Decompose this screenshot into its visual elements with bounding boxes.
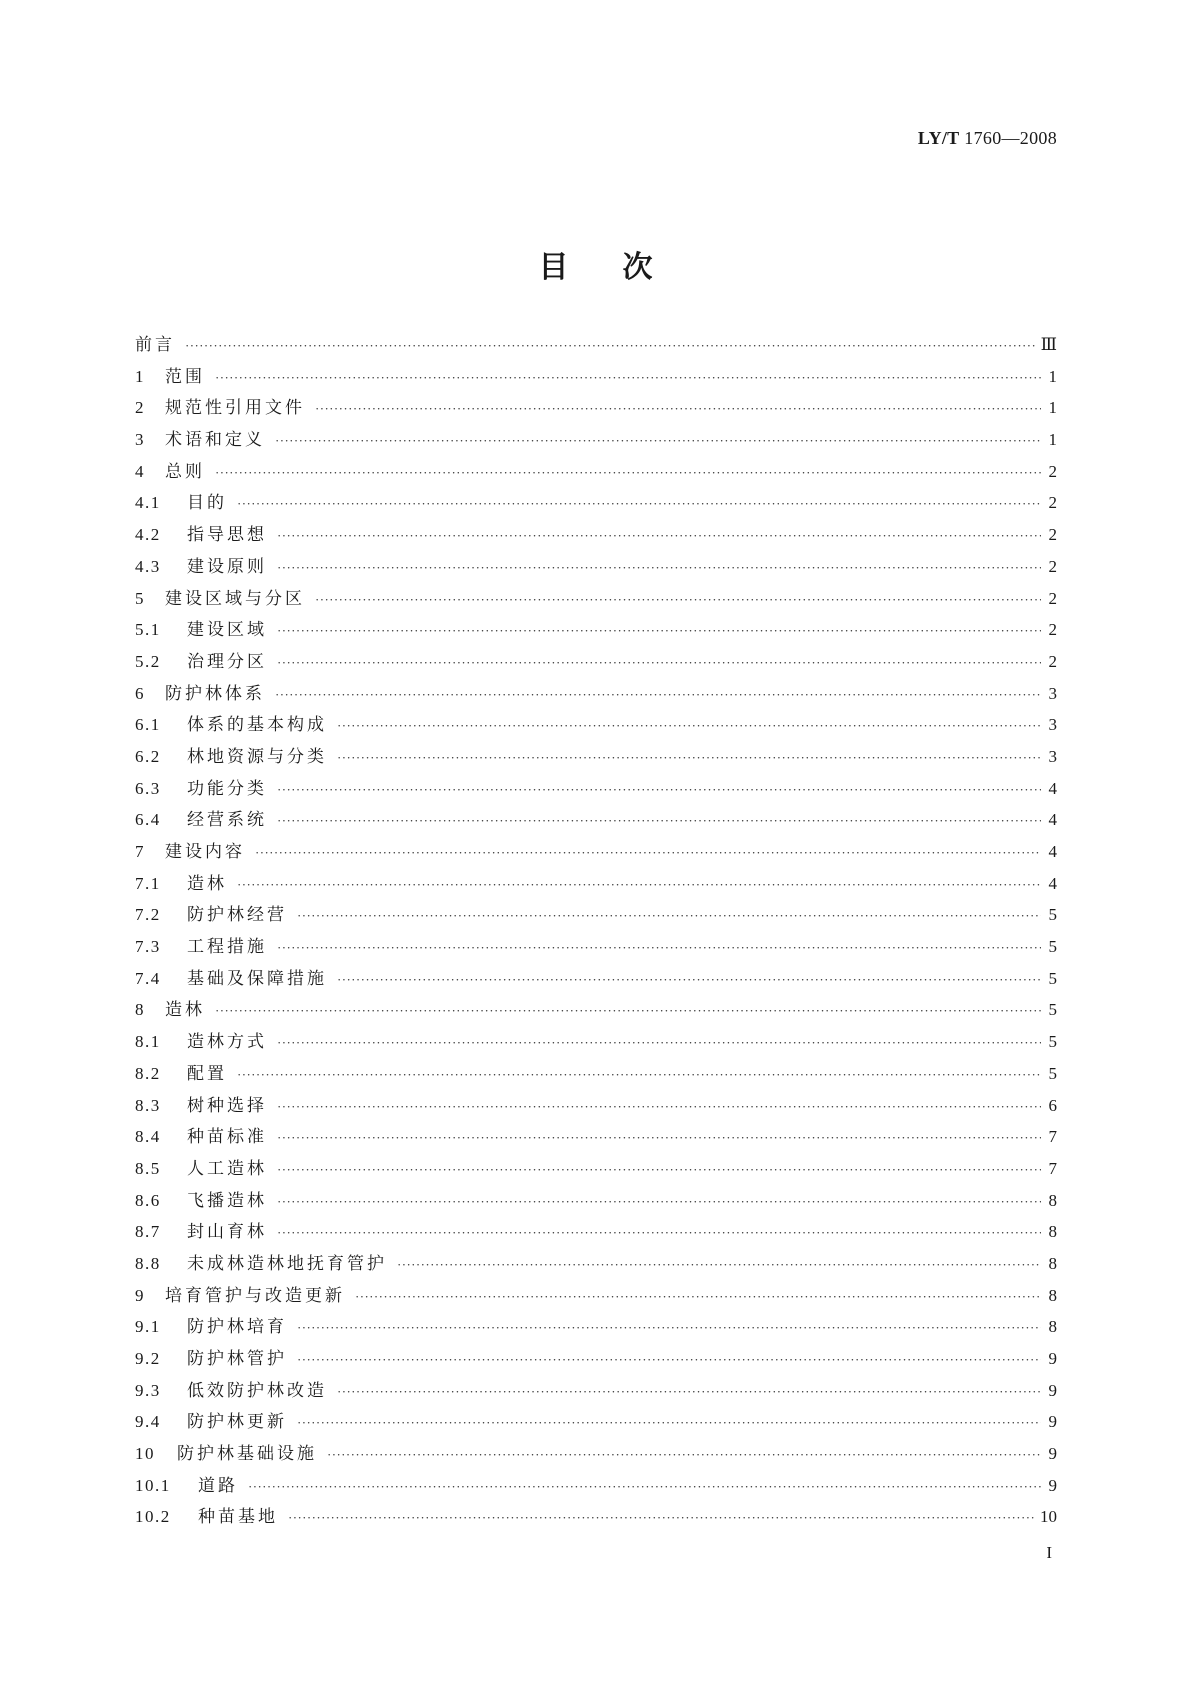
toc-entry-label: 指导思想 [187,525,267,546]
toc-entry-label: 建设区域与分区 [165,588,305,609]
toc-dot-leader [255,846,1041,859]
toc-entry-page: 5 [1048,937,1057,957]
toc-entry-label: 体系的基本构成 [187,715,327,736]
toc-dot-leader [288,1511,1034,1524]
toc-entry-label: 树种选择 [187,1095,267,1116]
toc-entry-label: 功能分类 [187,778,267,799]
toc-entry-number: 5.2 [135,651,161,671]
toc-entry-page: 2 [1048,461,1057,481]
page-number: I [1046,1543,1052,1562]
toc-entry-number: 4 [135,461,145,481]
toc-dot-leader [215,466,1041,479]
toc-entry[interactable] [135,614,1057,646]
toc-entry-page: 9 [1048,1412,1057,1432]
toc-entry-page: 5 [1048,905,1057,925]
standard-number: 1760—2008 [964,128,1057,148]
toc-entry-number: 8.1 [135,1032,161,1052]
toc-dot-leader [277,814,1041,827]
toc-entry-page: 1 [1048,398,1057,418]
toc-entry-label: 工程措施 [187,937,267,958]
toc-entry-number: 7.2 [135,905,161,925]
toc-dot-leader [275,434,1041,447]
toc-entry-page: 8 [1048,1317,1057,1337]
toc-entry-page: 4 [1048,842,1057,861]
toc-entry-page: 2 [1048,651,1057,671]
toc-entry-page: 5 [1048,1063,1057,1083]
toc-entry-page: 4 [1048,810,1057,830]
toc-title-char-2: 次 [622,250,653,286]
toc-dot-leader [277,529,1041,542]
toc-entry-number: 7.3 [135,937,161,957]
toc-dot-leader [237,878,1041,891]
toc-entry-number: 6.2 [135,746,161,766]
toc-entry-label: 造林 [165,1000,205,1021]
toc-entry-label: 封山育林 [187,1222,267,1243]
toc-entry-label: 未成林造林地抚育管护 [187,1253,387,1274]
toc-entry-page: 2 [1048,493,1057,513]
toc-dot-leader [277,941,1041,954]
toc-entry-page: 9 [1048,1349,1057,1368]
toc-entry-label: 经营系统 [187,810,267,831]
standard-code [918,128,1057,149]
toc-entry-page: 7 [1048,1158,1057,1178]
toc-entry-number: 7.1 [135,873,161,893]
toc-entry[interactable] [135,1406,1057,1438]
toc-entry-number: 7 [135,842,145,861]
toc-dot-leader [337,751,1041,764]
toc-entry-number: 1 [135,366,145,386]
toc-dot-leader [237,497,1041,510]
toc-entry-page: 8 [1048,1190,1057,1210]
toc-entry[interactable] [135,1470,1057,1502]
toc-entry-page: 8 [1048,1222,1057,1242]
toc-entry-page: 1 [1048,430,1057,450]
toc-dot-leader [277,624,1041,637]
toc-entry-label: 防护林管护 [187,1349,287,1369]
toc-entry-number: 9.3 [135,1380,161,1400]
toc-entry-number: 10.1 [135,1475,171,1495]
toc-entry-page: 3 [1048,715,1057,735]
toc-entry-number: 10.2 [135,1507,171,1527]
toc-entry[interactable] [135,741,1057,773]
toc-entry-label: 造林方式 [187,1032,267,1053]
toc-entry[interactable] [135,836,1057,868]
toc-entry-label: 范围 [165,366,205,387]
toc-entry-number: 3 [135,430,145,450]
toc-entry[interactable] [135,1121,1057,1153]
toc-entry-number: 6 [135,683,145,703]
toc-entry-page: 3 [1048,746,1057,766]
toc-entry[interactable] [135,1375,1057,1407]
toc-entry-page: 4 [1048,778,1057,798]
toc-entry-page: 7 [1048,1127,1057,1147]
toc-entry-number: 9.2 [135,1349,161,1368]
toc-dot-leader [237,1068,1041,1081]
toc-entry[interactable] [135,899,1057,931]
toc-entry-label: 目的 [187,493,227,514]
toc-entry[interactable] [135,551,1057,583]
standard-prefix: LY/T [917,128,960,148]
toc-entry-label: 培育管护与改造更新 [165,1285,345,1306]
toc-entry-number: 8.7 [135,1222,161,1242]
toc-entry-page: 8 [1048,1253,1057,1273]
toc-entry-number: 6.4 [135,810,161,830]
toc-entry[interactable] [135,804,1057,836]
toc-dot-leader [277,1195,1041,1208]
toc-entry-number: 8 [135,1000,145,1020]
toc-entry[interactable] [135,1343,1057,1375]
toc-entry-label: 术语和定义 [165,430,265,451]
toc-entry-page: 5 [1048,968,1057,988]
toc-entry-page: 2 [1048,620,1057,640]
toc-entry-label: 道路 [198,1475,238,1496]
toc-entry-page: 2 [1048,556,1057,576]
toc-dot-leader [275,688,1041,701]
toc-entry-number: 5.1 [135,620,161,640]
toc-entry-label: 防护林体系 [165,683,265,704]
toc-entry-label: 建设内容 [165,842,245,862]
toc-dot-leader [215,371,1041,384]
toc-dot-leader [277,1226,1041,1239]
toc-entry[interactable] [135,424,1057,456]
toc-entry[interactable] [135,1153,1057,1185]
toc-entry[interactable] [135,678,1057,710]
toc-entry-label: 建设区域 [187,620,267,641]
toc-entry-number: 8.8 [135,1253,161,1273]
toc-entry-label: 防护林更新 [187,1412,287,1433]
toc-entry-number: 6.3 [135,778,161,798]
toc-entry-label: 配置 [187,1063,227,1084]
toc-entry-number: 7.4 [135,968,161,988]
toc-entry-page: 2 [1048,525,1057,545]
toc-entry[interactable] [135,868,1057,900]
toc-entry-label: 防护林经营 [187,905,287,926]
toc-entry-label: 种苗标准 [187,1127,267,1148]
toc-entry-page: Ⅲ [1040,335,1057,354]
toc-entry-label: 总则 [165,461,205,482]
toc-dot-leader [277,1131,1041,1144]
toc-entry[interactable] [135,1058,1057,1090]
toc-dot-leader [327,1448,1041,1461]
toc-entry[interactable] [135,392,1057,424]
toc-entry-label: 低效防护林改造 [187,1380,327,1401]
toc-dot-leader [297,909,1041,922]
toc-entry-label: 基础及保障措施 [187,968,327,989]
toc-entry-page: 9 [1048,1475,1057,1495]
toc-entry-page: 6 [1048,1095,1057,1115]
toc-dot-leader [277,783,1041,796]
toc-dot-leader [277,656,1041,669]
toc-entry-number: 8.2 [135,1063,161,1083]
toc-entry-label: 人工造林 [187,1158,267,1179]
toc-entry[interactable] [135,487,1057,519]
toc-entry[interactable] [135,456,1057,488]
toc-entry-number: 9.1 [135,1317,161,1337]
toc-entry[interactable] [135,709,1057,741]
toc-entry-number: 10 [135,1444,155,1464]
toc-entry-label: 飞播造林 [187,1190,267,1211]
toc-dot-leader [397,1258,1041,1271]
toc-entry[interactable] [135,1501,1057,1533]
toc-entry[interactable] [135,1026,1057,1058]
toc-entry-number: 9.4 [135,1412,161,1432]
toc-entry-number: 8.5 [135,1158,161,1178]
toc-dot-leader [315,402,1041,415]
toc-entry-label: 造林 [187,873,227,894]
toc-dot-leader [337,719,1041,732]
toc-entry[interactable] [135,519,1057,551]
toc-dot-leader [185,339,1035,352]
toc-entry[interactable] [135,583,1057,615]
toc-entry[interactable] [135,994,1057,1026]
toc-entry-page: 8 [1048,1285,1057,1305]
toc-entry-page: 9 [1048,1380,1057,1400]
toc-entry[interactable] [135,931,1057,963]
toc-entry[interactable] [135,1438,1057,1470]
toc-entry-number: 5 [135,588,145,608]
toc-dot-leader [355,1290,1041,1303]
toc-dot-leader [297,1416,1041,1429]
toc-dot-leader [315,593,1041,606]
toc-entry[interactable] [135,1311,1057,1343]
toc-entry-page: 3 [1048,683,1057,703]
toc-entry-page: 4 [1048,873,1057,893]
toc-entry-number: 6.1 [135,715,161,735]
toc-entry-page: 5 [1048,1032,1057,1052]
toc-entry[interactable] [135,1185,1057,1217]
toc-entry-page: 9 [1048,1444,1057,1464]
toc-entry-number: 8.6 [135,1190,161,1210]
toc-entry[interactable] [135,329,1057,361]
toc-dot-leader [215,1004,1041,1017]
toc-title-char-1: 目 [538,250,569,286]
toc-list [135,329,1057,1533]
toc-entry[interactable] [135,773,1057,805]
toc-entry-label: 前言 [135,335,175,355]
toc-entry[interactable] [135,1248,1057,1280]
toc-dot-leader [277,1036,1041,1049]
toc-entry-label: 建设原则 [187,556,267,577]
toc-dot-leader [248,1480,1041,1493]
toc-dot-leader [297,1353,1041,1366]
toc-dot-leader [277,561,1041,574]
toc-entry-label: 治理分区 [187,651,267,672]
toc-entry-number: 4.3 [135,556,161,576]
toc-dot-leader [337,1385,1041,1398]
toc-entry-label: 林地资源与分类 [187,746,327,767]
toc-entry-label: 规范性引用文件 [165,398,305,419]
toc-dot-leader [277,1163,1041,1176]
toc-entry[interactable] [135,1090,1057,1122]
toc-entry-label: 种苗基地 [198,1507,278,1528]
toc-entry-number: 8.4 [135,1127,161,1147]
toc-entry[interactable] [135,1216,1057,1248]
toc-dot-leader [337,973,1041,986]
toc-entry-page: 5 [1048,1000,1057,1020]
toc-entry[interactable] [135,1280,1057,1312]
toc-entry-number: 9 [135,1285,145,1305]
toc-entry-page: 10 [1040,1507,1057,1527]
toc-entry-number: 4.2 [135,525,161,545]
toc-entry-label: 防护林培育 [187,1317,287,1338]
toc-entry-label: 防护林基础设施 [177,1444,317,1465]
toc-entry[interactable] [135,361,1057,393]
toc-dot-leader [277,1100,1041,1113]
toc-dot-leader [297,1321,1041,1334]
toc-entry-page: 2 [1048,588,1057,608]
toc-entry[interactable] [135,646,1057,678]
toc-entry-number: 2 [135,398,145,418]
toc-entry[interactable] [135,963,1057,995]
toc-entry-page: 1 [1048,366,1057,386]
toc-entry-number: 8.3 [135,1095,161,1115]
toc-entry-number: 4.1 [135,493,161,513]
toc-title [0,248,1191,288]
